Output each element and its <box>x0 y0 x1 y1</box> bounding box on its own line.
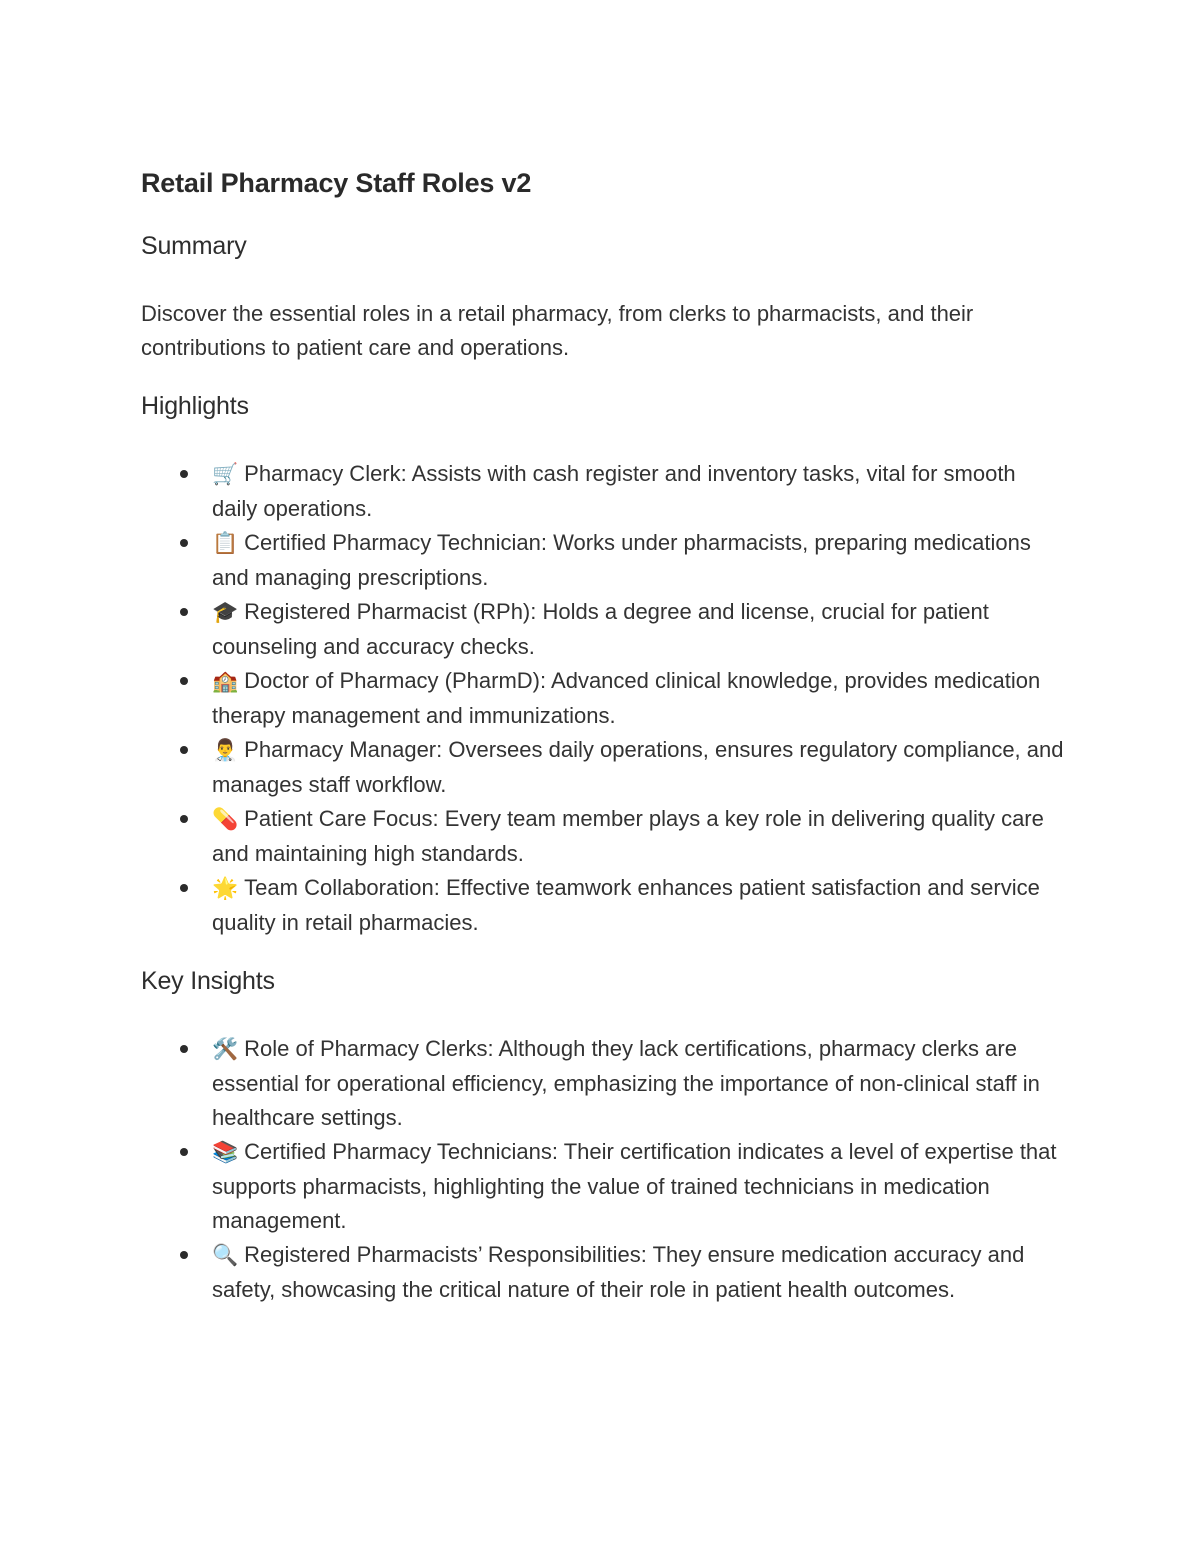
item-label: Doctor of Pharmacy (PharmD): <box>244 668 547 693</box>
star-icon: 🌟 <box>212 877 239 900</box>
tools-icon: 🛠️ <box>212 1038 239 1061</box>
bullet-icon <box>180 539 188 547</box>
item-label: Registered Pharmacist (RPh): <box>244 599 537 624</box>
item-description: Holds a degree and license, crucial for patient counseling and accuracy checks. <box>212 599 989 659</box>
item-label: Pharmacy Manager: <box>244 737 443 762</box>
item-description: They ensure medication accuracy and safety, showcasing the critical nature of their role in patient health outcomes. <box>212 1242 1025 1302</box>
key-insights-heading: Key Insights <box>141 967 275 995</box>
list-item <box>141 457 1066 526</box>
clipboard-icon: 📋 <box>212 532 239 555</box>
list-item <box>141 1238 1066 1307</box>
bullet-icon <box>180 1045 188 1053</box>
item-description: Advanced clinical knowledge, provides medication therapy management and immunizations. <box>212 668 1041 728</box>
list-item <box>141 664 1066 733</box>
list-item <box>141 802 1066 871</box>
health-worker-icon: 👨‍⚕️ <box>212 739 239 762</box>
item-label: Registered Pharmacists’ Responsibilities: <box>244 1242 647 1267</box>
highlights-heading: Highlights <box>141 392 249 420</box>
bullet-icon <box>180 884 188 892</box>
highlights-list <box>141 457 1066 940</box>
item-description: Their certification indicates a level of expertise that supports pharmacists, highlighting the value of trained technicians in medication management. <box>212 1139 1057 1233</box>
list-item <box>141 871 1066 940</box>
item-description: Works under pharmacists, preparing medications and managing prescriptions. <box>212 530 1031 590</box>
bullet-icon <box>180 1148 188 1156</box>
list-item <box>141 733 1066 802</box>
bullet-icon <box>180 1251 188 1259</box>
books-icon: 📚 <box>212 1141 239 1164</box>
document-page <box>141 164 1066 1307</box>
item-description: Effective teamwork enhances patient satisfaction and service quality in retail pharmacies. <box>212 875 1040 935</box>
list-item <box>141 1135 1066 1238</box>
bullet-icon <box>180 815 188 823</box>
item-description: Assists with cash register and inventory tasks, vital for smooth daily operations. <box>212 461 1016 521</box>
bullet-icon <box>180 470 188 478</box>
item-description: Every team member plays a key role in delivering quality care and maintaining high standards. <box>212 806 1044 866</box>
item-label: Certified Pharmacy Technicians: <box>244 1139 558 1164</box>
magnifying-glass-icon: 🔍 <box>212 1244 239 1267</box>
school-icon: 🏫 <box>212 670 239 693</box>
item-description: Although they lack certifications, pharmacy clerks are essential for operational efficiency, emphasizing the importance of non-clinical staff in healthcare settings. <box>212 1036 1040 1130</box>
graduation-cap-icon: 🎓 <box>212 601 239 624</box>
bullet-icon <box>180 608 188 616</box>
item-label: Certified Pharmacy Technician: <box>244 530 547 555</box>
list-item <box>141 526 1066 595</box>
item-label: Team Collaboration: <box>244 875 440 900</box>
item-label: Patient Care Focus: <box>244 806 439 831</box>
summary-text: Discover the essential roles in a retail pharmacy, from clerks to pharmacists, and their contributions to patient care and operations. <box>141 301 974 360</box>
key-insights-list <box>141 1032 1066 1307</box>
summary-heading: Summary <box>141 232 247 260</box>
shopping-cart-icon: 🛒 <box>212 463 239 486</box>
bullet-icon <box>180 746 188 754</box>
item-label: Role of Pharmacy Clerks: <box>244 1036 494 1061</box>
item-description: Oversees daily operations, ensures regulatory compliance, and manages staff workflow. <box>212 737 1064 797</box>
item-label: Pharmacy Clerk: <box>244 461 407 486</box>
list-item <box>141 595 1066 664</box>
list-item <box>141 1032 1066 1135</box>
bullet-icon <box>180 677 188 685</box>
pill-icon: 💊 <box>212 808 239 831</box>
document-title: Retail Pharmacy Staff Roles v2 <box>141 168 532 198</box>
